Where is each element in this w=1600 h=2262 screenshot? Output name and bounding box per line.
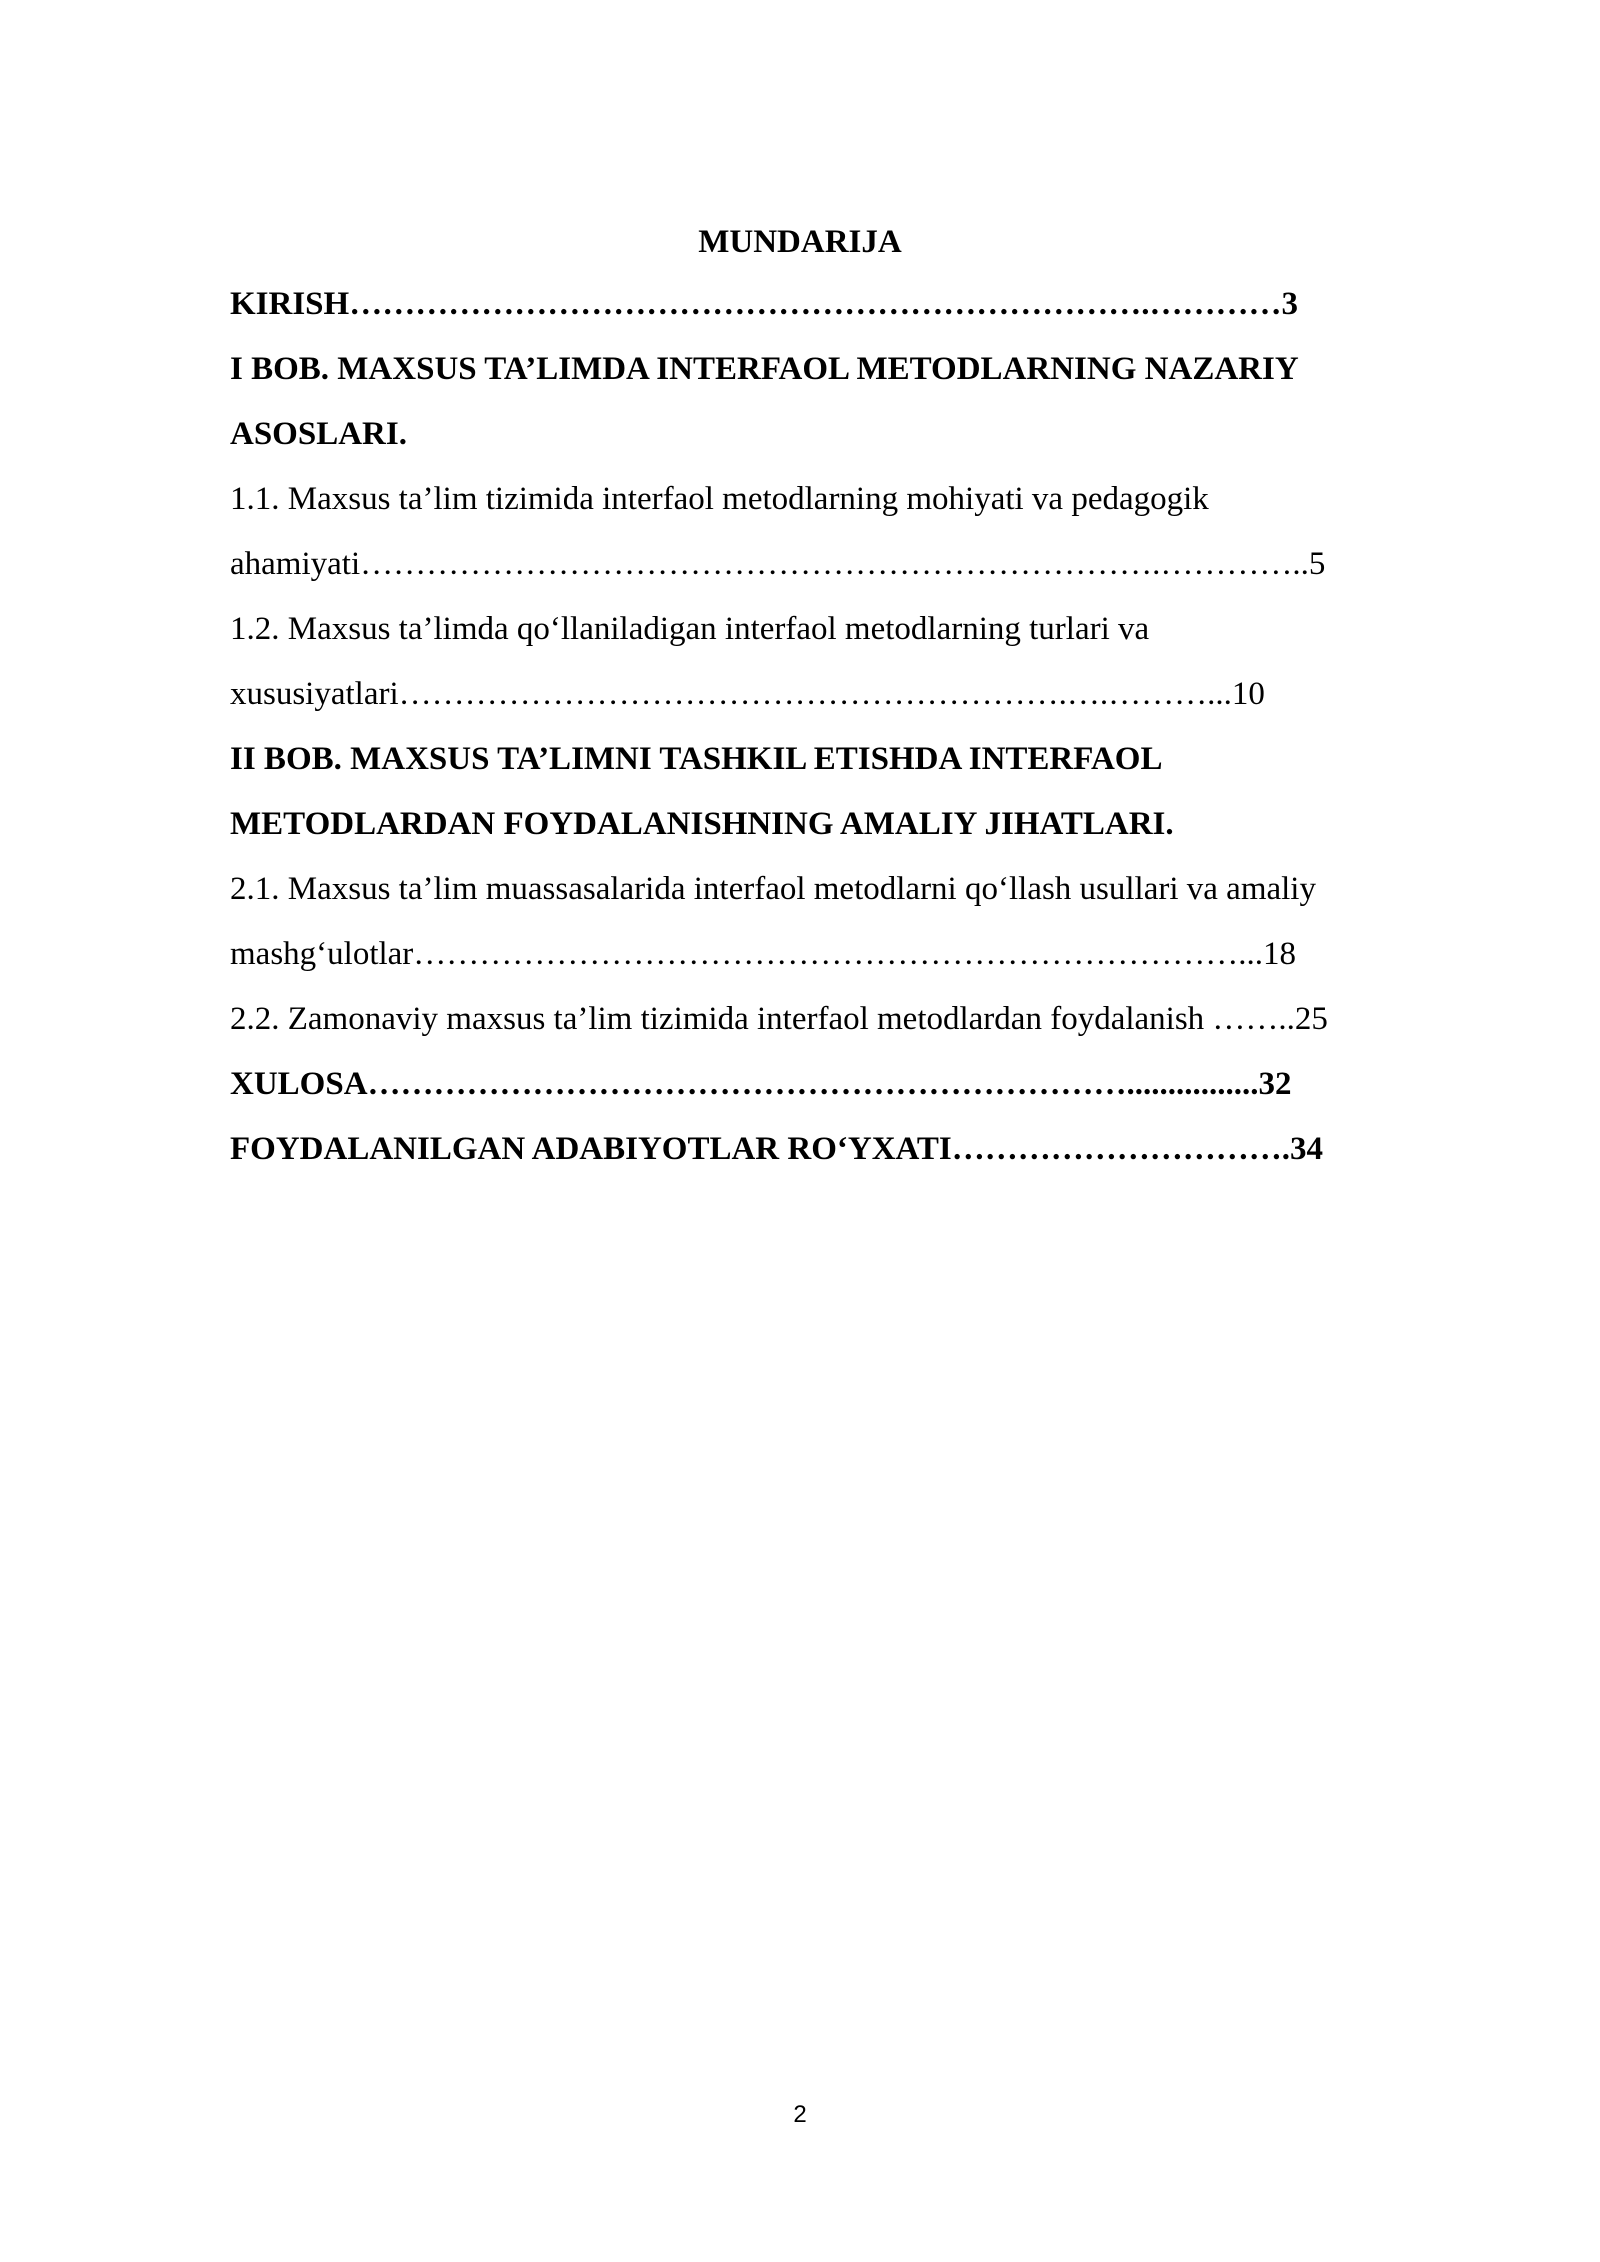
toc-chapter-1-line-1: I BOB. MAXSUS TA’LIMDA INTERFAOL METODLARNING NAZARIY (230, 351, 1299, 387)
toc-entry-xulosa: XULOSA……………………………………………………………................32 (230, 1066, 1292, 1102)
toc-section-1-1-line-2: ahamiyati……………………………………………………………….…………..5 (230, 546, 1326, 582)
toc-entry-adabiyotlar: FOYDALANILGAN ADABIYOTLAR RO‘YXATI………………………….34 (230, 1131, 1324, 1167)
toc-chapter-2-line-2: METODLARDAN FOYDALANISHNING AMALIY JIHATLARI. (230, 806, 1174, 842)
table-of-contents (230, 272, 1490, 1182)
toc-chapter-1-line-2: ASOSLARI. (230, 416, 407, 452)
toc-section-1-1-line-1: 1.1. Maxsus ta’lim tizimida interfaol metodlarning mohiyati va pedagogik (230, 481, 1209, 517)
toc-section-2-2: 2.2. Zamonaviy maxsus ta’lim tizimida interfaol metodlardan foydalanish ……..25 (230, 1001, 1328, 1037)
toc-entry-kirish: KIRISH……………………………………………………………….…………3 (230, 286, 1298, 322)
toc-section-2-1-line-2: mashg‘ulotlar…………………………………………………………………...18 (230, 936, 1297, 972)
toc-chapter-2-line-1: II BOB. MAXSUS TA’LIMNI TASHKIL ETISHDA INTERFAOL (230, 741, 1163, 777)
toc-section-1-2-line-1: 1.2. Maxsus ta’limda qo‘llaniladigan interfaol metodlarning turlari va (230, 611, 1150, 647)
page-number: 2 (793, 2101, 807, 2128)
toc-title: MUNDARIJA (698, 224, 902, 260)
toc-section-2-1-line-1: 2.1. Maxsus ta’lim muassasalarida interfaol metodlarni qo‘llash usullari va amaliy (230, 871, 1316, 907)
toc-section-1-2-line-2: xususiyatlari…………………………………………………….….………...10 (230, 676, 1265, 712)
